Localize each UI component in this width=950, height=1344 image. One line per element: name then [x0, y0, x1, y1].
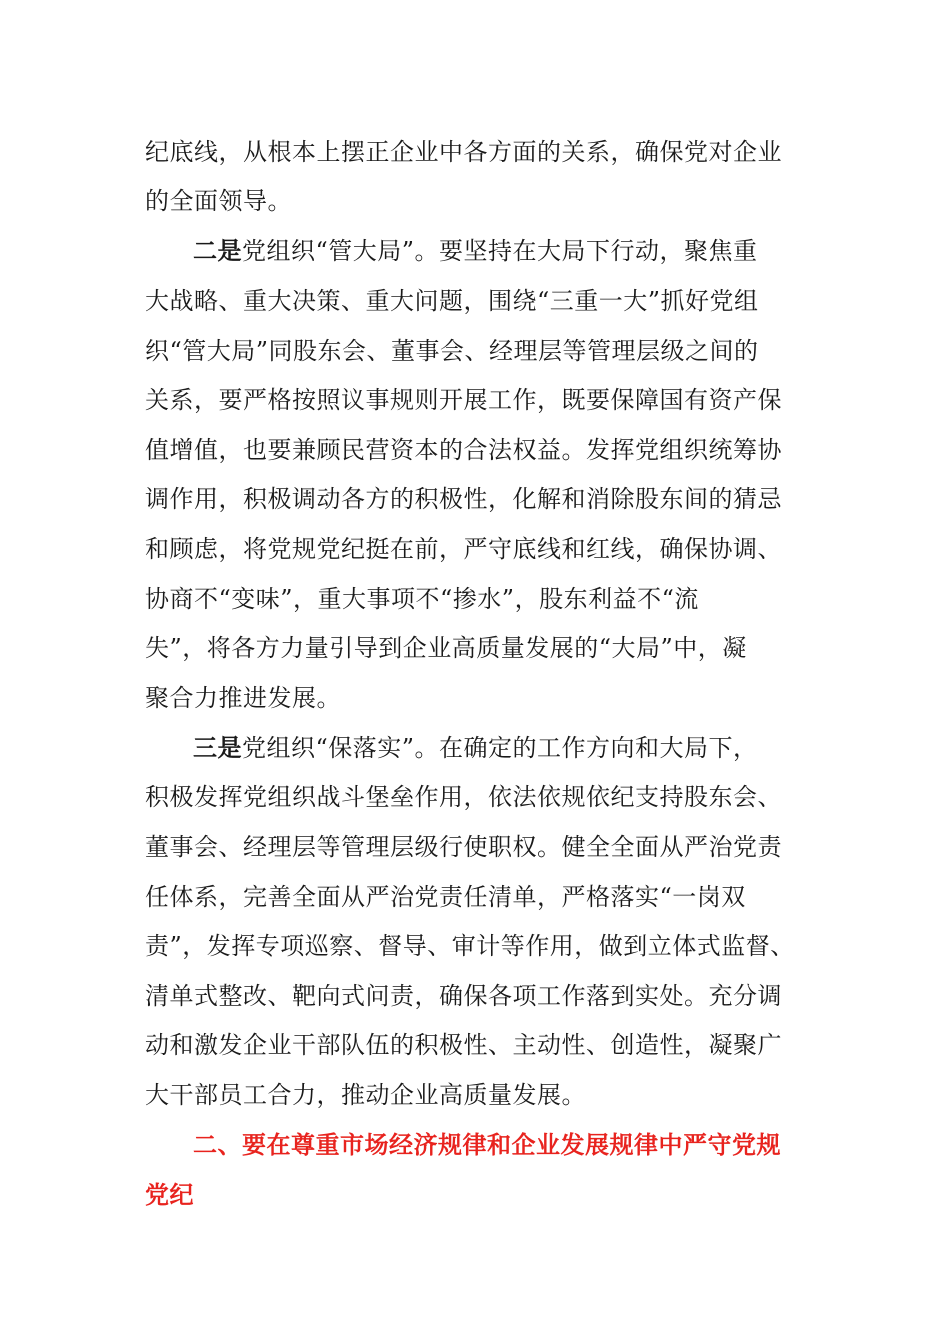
body-line: 动和激发企业干部队伍的积极性、主动性、创造性，凝聚广	[145, 1031, 782, 1059]
body-line-text: 党组织“管大局”。要坚持在大局下行动，聚焦重	[242, 237, 758, 265]
body-line: 调作用，积极调动各方的积极性，化解和消除股东间的猜忌	[145, 485, 782, 513]
section-heading: 二、要在尊重市场经济规律和企业发展规律中严守党规	[193, 1130, 781, 1159]
body-line: 关系，要严格按照议事规则开展工作，既要保障国有资产保	[145, 386, 782, 414]
body-line: 大战略、重大决策、重大问题，围绕“三重一大”抓好党组	[145, 287, 759, 315]
body-line: 和顾虑，将党规党纪挺在前，严守底线和红线，确保协调、	[145, 535, 782, 563]
body-line: 任体系，完善全面从严治党责任清单，严格落实“一岗双	[145, 883, 746, 911]
body-line: 董事会、经理层等管理层级行使职权。健全全面从严治党责	[145, 833, 782, 861]
body-line: 积极发挥党组织战斗堡垒作用，依法依规依纪支持股东会、	[145, 783, 782, 811]
body-line: 的全面领导。	[145, 187, 292, 215]
paragraph-three-first-line	[193, 733, 758, 763]
body-line: 纪底线，从根本上摆正企业中各方面的关系，确保党对企业	[145, 138, 782, 166]
body-line: 大干部员工合力，推动企业高质量发展。	[145, 1081, 586, 1109]
body-line: 织“管大局”同股东会、董事会、经理层等管理层级之间的	[145, 337, 759, 365]
body-line: 值增值，也要兼顾民营资本的合法权益。发挥党组织统筹协	[145, 436, 782, 464]
body-line-text: 党组织“保落实”。在确定的工作方向和大局下，	[242, 734, 758, 762]
body-line: 清单式整改、靶向式问责，确保各项工作落到实处。充分调	[145, 982, 782, 1010]
paragraph-lead-two: 二是	[193, 236, 242, 265]
paragraph-two-first-line	[193, 236, 758, 266]
body-line: 失”，将各方力量引导到企业高质量发展的“大局”中，凝	[145, 634, 747, 662]
paragraph-lead-three: 三是	[193, 733, 242, 762]
section-heading-continued: 党纪	[145, 1180, 194, 1209]
body-line: 责”，发挥专项巡察、督导、审计等作用，做到立体式监督、	[145, 932, 795, 960]
body-line: 聚合力推进发展。	[145, 684, 341, 712]
body-line: 协商不“变味”，重大事项不“掺水”，股东利益不“流	[145, 585, 699, 613]
